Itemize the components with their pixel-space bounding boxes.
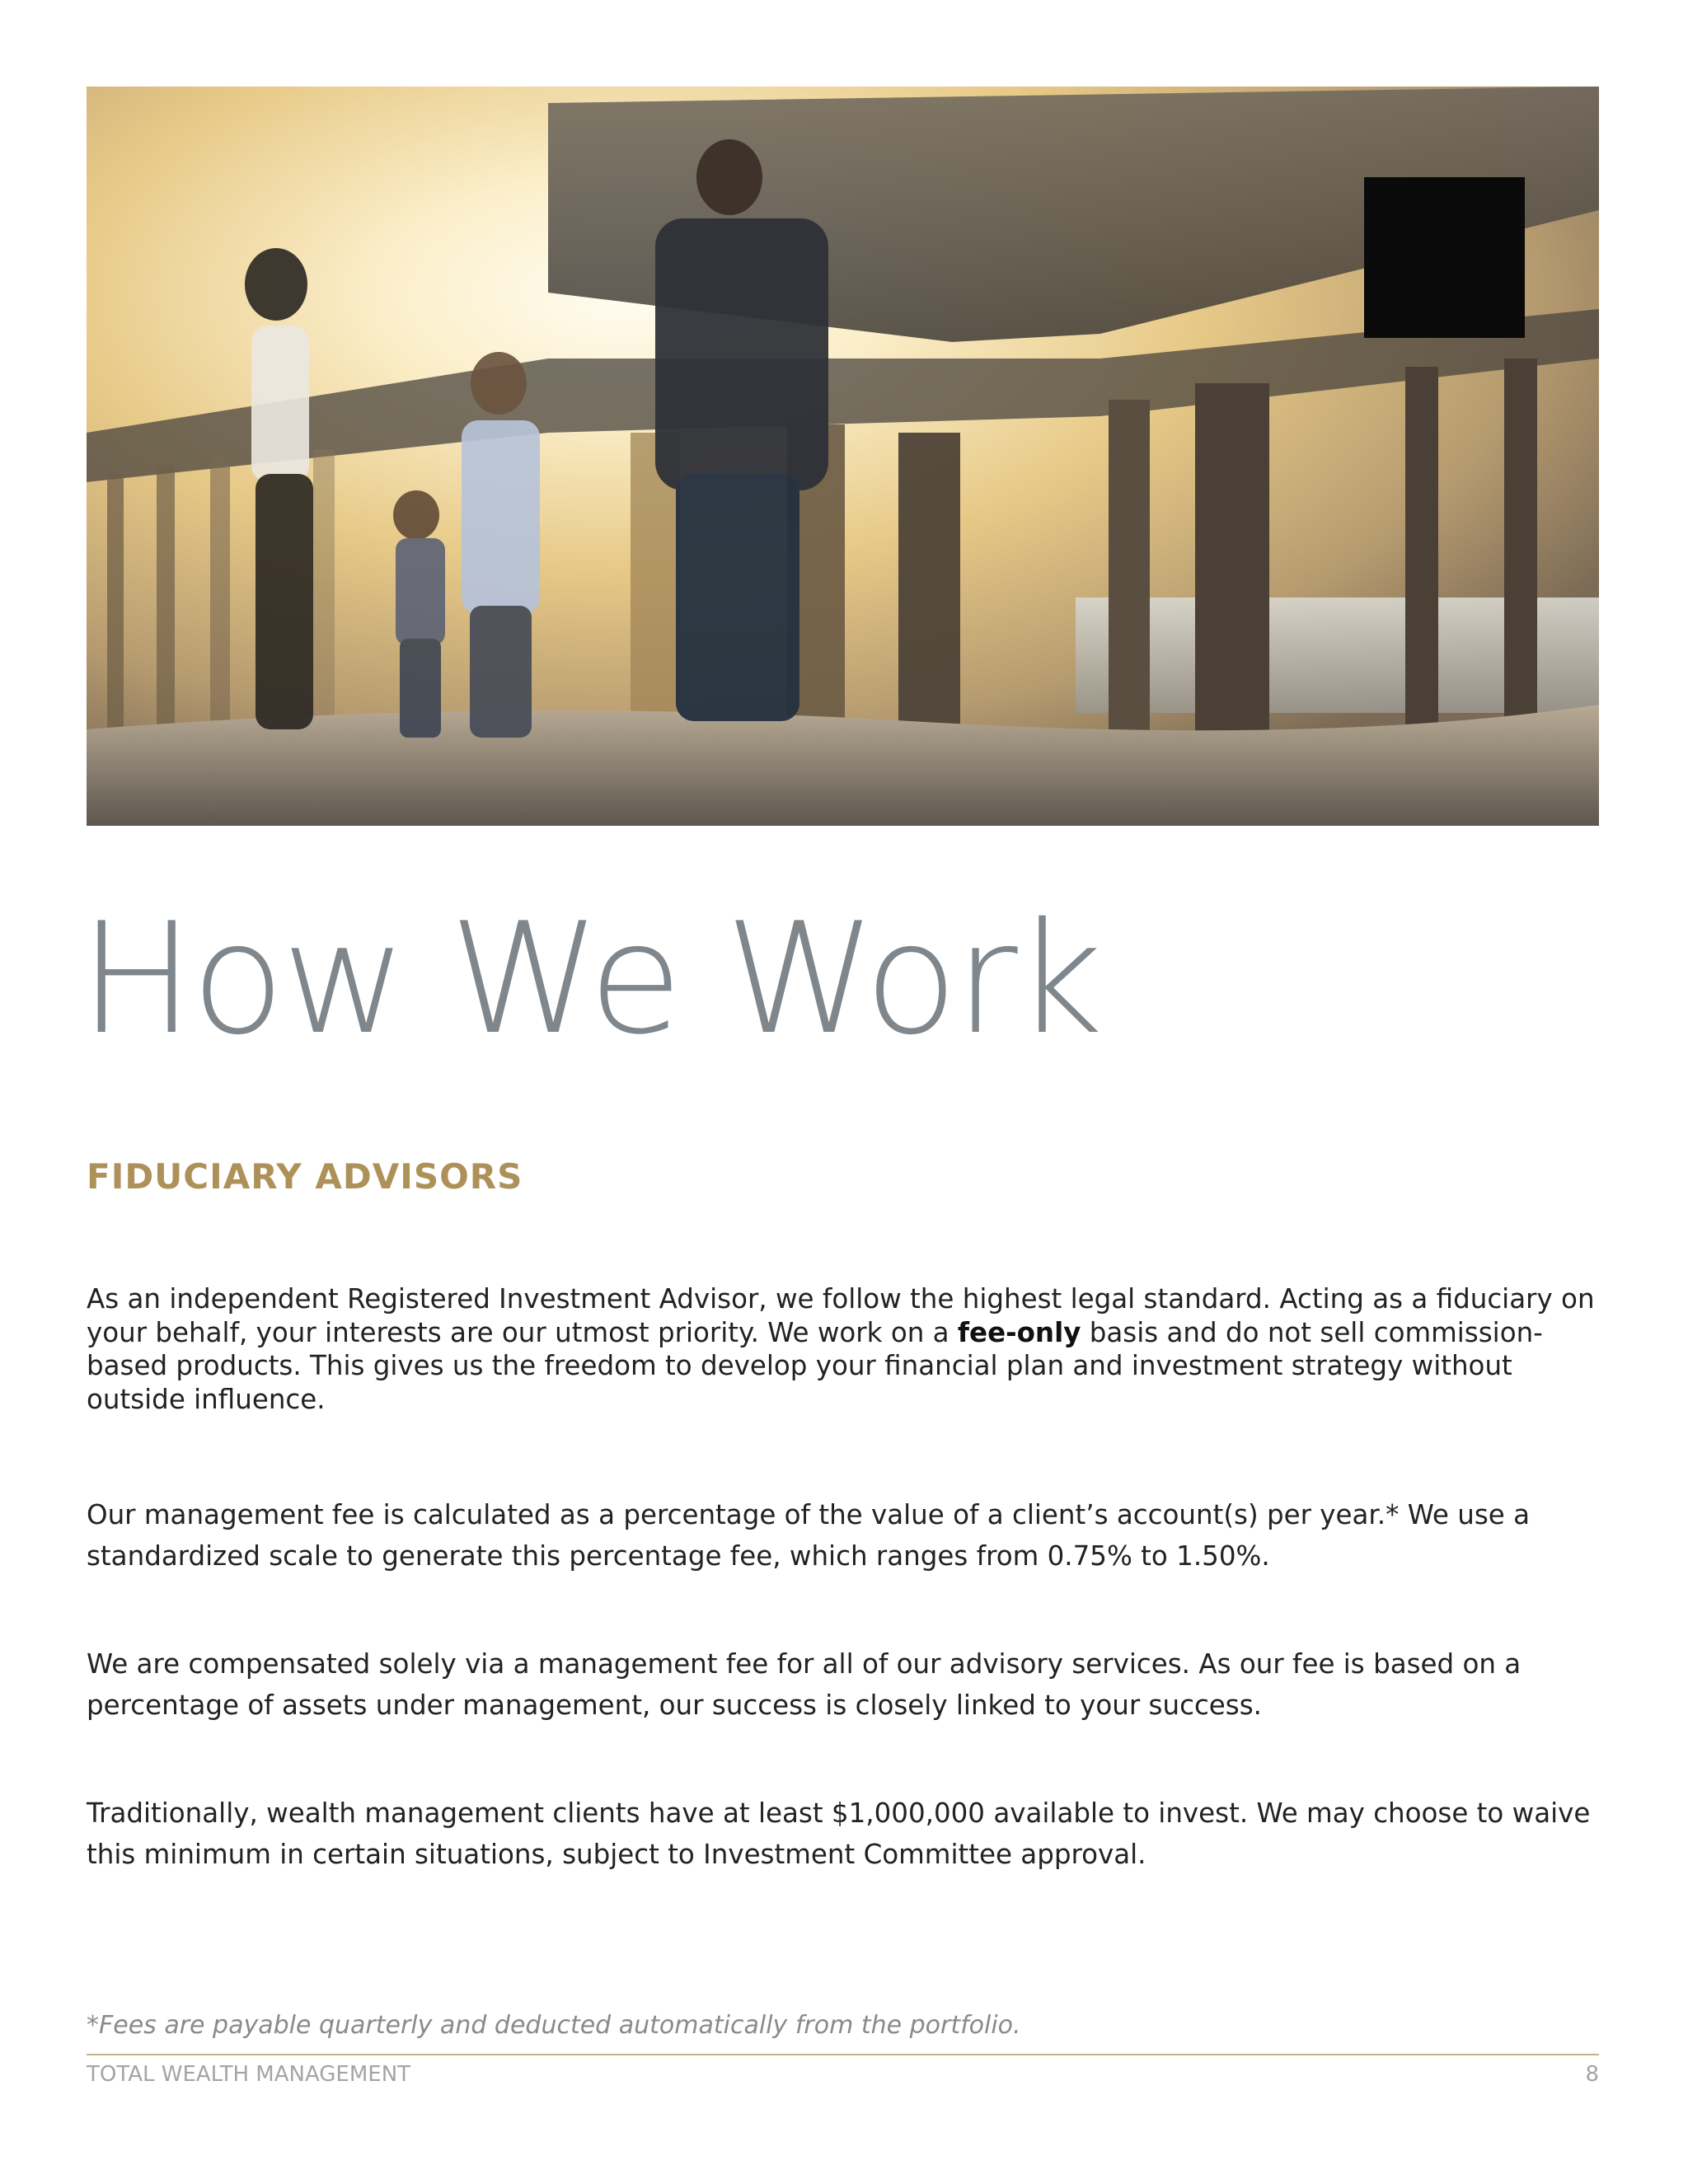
footnote: *Fees are payable quarterly and deducted automatically from the portfolio. xyxy=(87,2011,1021,2040)
footer-divider xyxy=(87,2054,1599,2055)
paragraph-compensation: We are compensated solely via a management fee for all of our advisory services. As our fee is based on a percentage of assets under management, our success is closely linked to your success. xyxy=(87,1648,1522,1721)
page-number: 8 xyxy=(1585,2062,1599,2087)
paragraph-text: As an independent Registered Investment Advisor, we follow the highest legal standard. Acting as a fiduciary on your behalf, your interests are our utmost priority. We work on a xyxy=(87,1283,1595,1348)
hero-photo xyxy=(87,87,1599,826)
paragraph-text: basis and do not sell commission-based products. This gives us the freedom to develop your financial plan and investment strategy without outside influence. xyxy=(87,1316,1543,1415)
paragraph-minimum-investment: Traditionally, wealth management clients have at least $1,000,000 available to invest. We may choose to waive this minimum in certain situations, subject to Investment Committee approval. xyxy=(87,1797,1591,1870)
footer-brand: TOTAL WEALTH MANAGEMENT xyxy=(87,2062,411,2087)
section-heading: FIDUCIARY ADVISORS xyxy=(87,1156,523,1197)
page-title: How We Work xyxy=(79,889,1100,1068)
paragraph-fiduciary xyxy=(87,1282,1603,1416)
paragraph-management-fee: Our management fee is calculated as a percentage of the value of a client’s account(s) per year.* We use a standardized scale to generate this percentage fee, which ranges from 0.75% to 1.50%. xyxy=(87,1499,1531,1572)
fee-only-emphasis: fee-only xyxy=(957,1316,1081,1348)
